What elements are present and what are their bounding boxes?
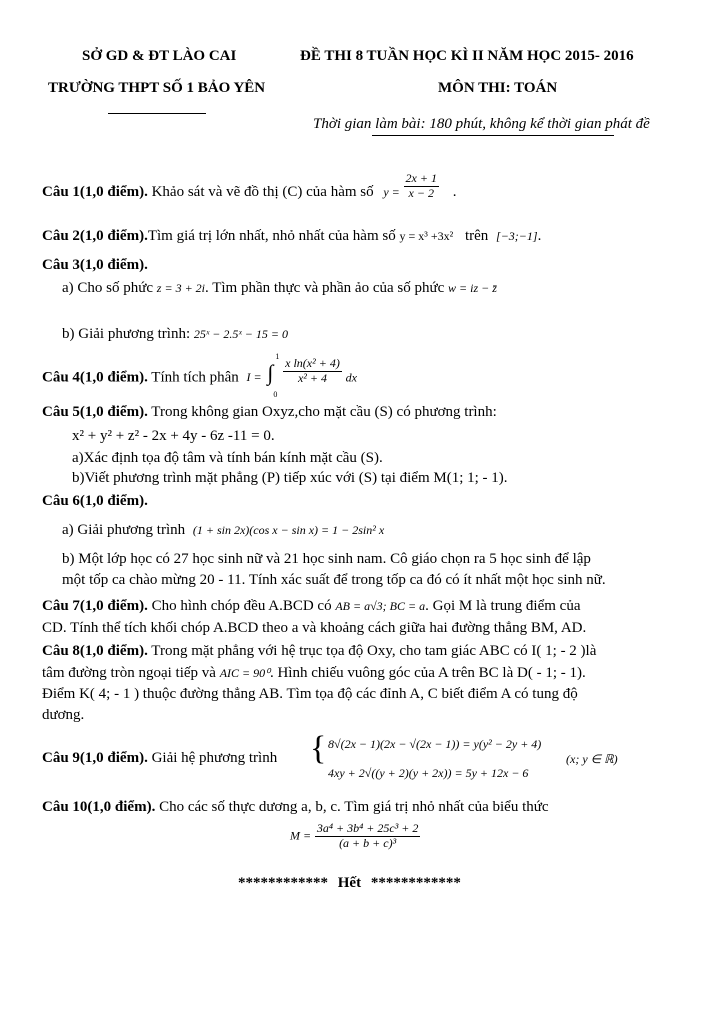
q6-part-b-line2: một tốp ca chào mừng 20 - 11. Tính xác suất để trong tốp ca đó có ít nhất một học sinh nữ. <box>62 572 606 588</box>
footer <box>238 875 461 892</box>
q7-label: Câu 7(1,0 điểm). <box>42 598 148 614</box>
q9-eq2: 4xy + 2√((y + 2)(y + 2x)) = 5y + 12x − 6 <box>328 766 529 780</box>
subject: MÔN THI: TOÁN <box>438 80 558 96</box>
q4-upper: 1 <box>275 352 280 361</box>
q10-text: Cho các số thực dương a, b, c. Tìm giá trị nhỏ nhất của biểu thức <box>155 799 549 815</box>
q7-text1: Cho hình chóp đều A.BCD có <box>147 598 332 614</box>
q6a-eq: (1 + sin 2x)(cos x − sin x) = 1 − 2sin² x <box>192 523 385 537</box>
q9-eq1: 8√(2x − 1)(2x − √(2x − 1)) = y(y² − 2y + 4) <box>328 737 542 751</box>
question-5 <box>42 404 497 421</box>
question-3 <box>42 257 148 274</box>
q10-num: 3a⁴ + 3b⁴ + 25c³ + 2 <box>316 821 419 835</box>
q2-interval: [−3;−1] <box>496 229 538 243</box>
q8-line3: Điểm K( 4; - 1 ) thuộc đường thẳng AB. Tìm tọa độ các đỉnh A, C biết điểm A có tung độ <box>42 686 578 702</box>
q9-label: Câu 9(1,0 điểm). <box>42 750 148 766</box>
question-1 <box>42 171 457 201</box>
q2-tail: . <box>537 228 542 244</box>
q8-line4: dương. <box>42 707 85 723</box>
dept-name: SỞ GD & ĐT LÀO CAI <box>82 48 237 64</box>
footer-stars-left: ************ <box>238 875 328 891</box>
q6-part-a <box>62 522 384 539</box>
q2-label: Câu 2(1,0 điểm). <box>42 228 148 244</box>
header-underline <box>108 113 206 114</box>
time-underline <box>372 135 614 136</box>
time-note: Thời gian làm bài: 180 phút, không kể thời gian phát đề <box>313 116 650 132</box>
q10-expression <box>290 822 420 851</box>
q6-part-b-line1: b) Một lớp học có 27 học sinh nữ và 21 học sinh nam. Cô giáo chọn ra 5 học sinh để lập <box>62 551 591 567</box>
q3a-text: a) Cho số phức <box>62 280 154 296</box>
q2-mid: trên <box>464 228 489 244</box>
q6-label: Câu 6(1,0 điểm). <box>42 493 148 509</box>
q1-tail: . <box>452 184 457 200</box>
q4-fraction <box>283 357 342 386</box>
q7-line2: CD. Tính thể tích khối chóp A.BCD theo a và khoảng cách giữa hai đường thẳng BM, AD. <box>42 620 587 636</box>
q9-domain: (x; y ∈ ℝ) <box>566 752 618 766</box>
q5-text: Trong không gian Oxyz,cho mặt cầu (S) có phương trình: <box>147 404 497 420</box>
question-10 <box>42 799 549 816</box>
q3a-text2: . Tìm phần thực và phần ảo của số phức <box>205 280 445 296</box>
q1-den: x − 2 <box>408 186 434 201</box>
q3-part-a <box>62 280 497 297</box>
q3a-w: w = iz − z̄ <box>448 281 497 295</box>
q7-eq: AB = a√3; BC = a <box>335 599 426 613</box>
q7-text2: . Gọi M là trung điểm của <box>425 598 581 614</box>
q2-func: y = x³ +3x² <box>399 229 454 243</box>
q4-num: x ln(x² + 4) <box>285 355 340 370</box>
q3-part-b <box>62 326 288 343</box>
question-9 <box>42 750 277 767</box>
question-4 <box>42 352 357 399</box>
q4-text: Tính tích phân <box>147 369 239 386</box>
q4-label: Câu 4(1,0 điểm). <box>42 369 148 386</box>
q1-num: 2x + 1 <box>405 171 437 186</box>
exam-title: ĐỀ THI 8 TUẦN HỌC KÌ II NĂM HỌC 2015- 2016 <box>300 48 634 64</box>
question-2 <box>42 228 541 245</box>
q8-text1: Trong mặt phẳng với hệ trục tọa độ Oxy, cho tam giác ABC có I( 1; - 2 )là <box>147 643 597 659</box>
q3b-eq: 25ˣ − 2.5ˣ − 15 = 0 <box>193 327 288 341</box>
q8-l2a: tâm đường tròn ngoại tiếp và <box>42 665 216 681</box>
q4-lhs: I = <box>246 370 262 385</box>
school-name: TRƯỜNG THPT SỐ 1 BẢO YÊN <box>48 80 266 96</box>
q3-label: Câu 3(1,0 điểm). <box>42 257 148 273</box>
q8-line2 <box>42 665 586 682</box>
q9-text: Giải hệ phương trình <box>147 750 278 766</box>
q5-equation: x² + y² + z² - 2x + 4y - 6z -11 = 0. <box>72 428 275 444</box>
q3b-text: b) Giải phương trình: <box>62 326 191 342</box>
q9-brace: { <box>310 730 327 767</box>
q5-part-a: a)Xác định tọa độ tâm và tính bán kính mặt cầu (S). <box>72 450 383 466</box>
q3a-z: z = 3 + 2i <box>156 281 205 295</box>
footer-end: Hết <box>337 875 362 891</box>
q8-l2b: . Hình chiếu vuông góc của A trên BC là D( - 1; - 1). <box>269 665 586 681</box>
q1-label: Câu 1(1,0 điểm). <box>42 184 148 200</box>
q6a-text: a) Giải phương trình <box>62 522 186 538</box>
q5-part-b: b)Viết phương trình mặt phẳng (P) tiếp xúc với (S) tại điểm M(1; 1; - 1). <box>72 470 508 486</box>
q2-text: Tìm giá trị lớn nhất, nhỏ nhất của hàm số <box>147 228 396 244</box>
q10-fraction <box>315 822 421 851</box>
q10-den: (a + b + c)³ <box>339 835 397 850</box>
q10-label: Câu 10(1,0 điểm). <box>42 799 156 815</box>
footer-stars-right: ************ <box>370 875 461 891</box>
q8-label: Câu 8(1,0 điểm). <box>42 643 148 659</box>
q4-dx: dx <box>345 370 357 385</box>
question-8 <box>42 643 596 660</box>
q8-angle: AIC = 90⁰ <box>219 666 270 680</box>
question-6 <box>42 493 148 510</box>
q1-text: Khảo sát và vẽ đồ thị (C) của hàm số <box>147 184 374 200</box>
question-7 <box>42 598 581 615</box>
q5-label: Câu 5(1,0 điểm). <box>42 404 148 420</box>
q4-den: x² + 4 <box>297 370 327 385</box>
q4-integral-sign: ∫ 1 0 <box>267 352 280 399</box>
q4-lower: 0 <box>273 390 278 399</box>
q1-fraction <box>404 172 439 201</box>
q1-lhs: y = <box>383 185 400 199</box>
q10-lhs: M = <box>290 828 312 843</box>
